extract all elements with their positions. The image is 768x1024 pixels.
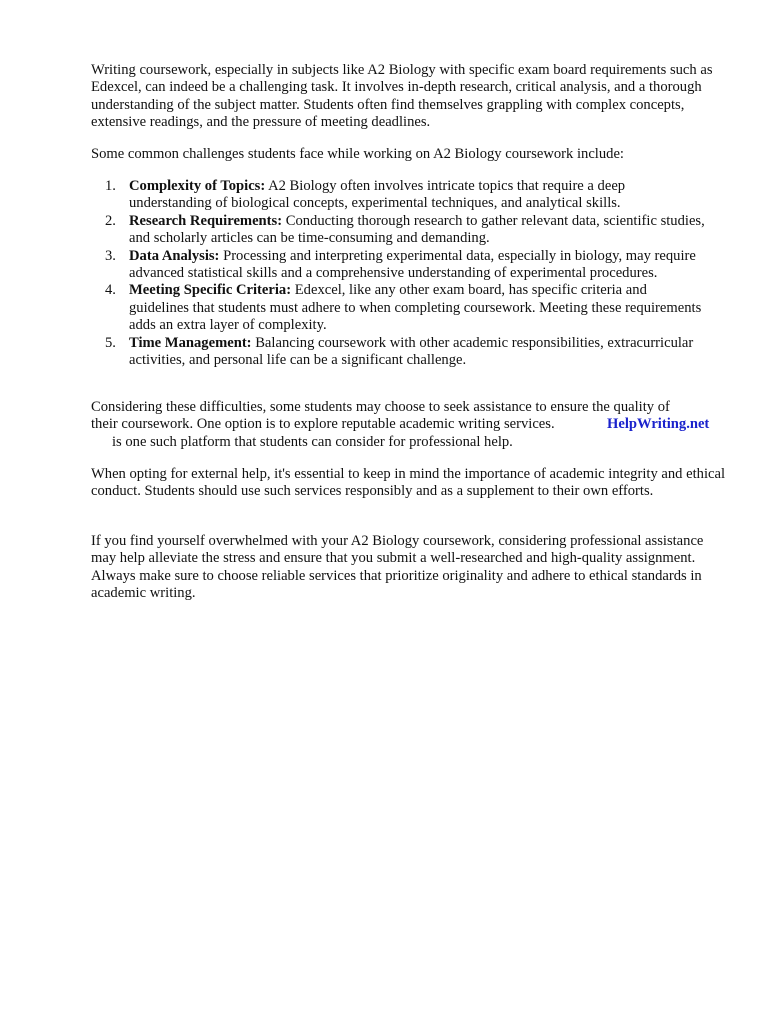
list-number: 3. xyxy=(105,247,116,264)
challenge-term: Research Requirements: xyxy=(129,212,283,229)
assistance-paragraph xyxy=(91,399,731,451)
challenge-item-data-analysis xyxy=(91,248,709,283)
challenges-list xyxy=(91,178,731,369)
challenges-intro-paragraph: Some common challenges students face while working on A2 Biology coursework include: xyxy=(91,146,624,162)
challenge-item-criteria xyxy=(91,282,709,334)
challenge-term: Time Management: xyxy=(129,334,252,351)
list-number: 4. xyxy=(105,282,116,299)
list-number: 1. xyxy=(105,178,116,194)
helpwriting-link[interactable]: HelpWriting.net xyxy=(607,416,710,433)
intro-paragraph: Writing coursework, especially in subjects like A2 Biology with specific exam board requirements such as Edexcel, can indeed be a challenging task. It involves in-depth research, critical analysis, and a thorough understanding of the subject matter. Students often find themselves grappling with complex concepts, extensive readings, and the pressure of meeting deadlines. xyxy=(91,62,713,131)
list-number: 5. xyxy=(105,334,116,351)
challenge-item-time-management xyxy=(91,335,709,370)
challenge-description: A2 Biology often involves intricate topics that require a deep understanding of biological concepts, experimental techniques, and analytical skills. xyxy=(129,178,626,212)
assistance-line: is one such platform that students can consider for professional help. xyxy=(112,433,513,450)
assistance-line: their coursework. One option is to explore reputable academic writing services. xyxy=(91,416,555,433)
challenge-term: Meeting Specific Criteria: xyxy=(129,282,292,299)
challenge-term: Complexity of Topics: xyxy=(129,178,266,194)
conclusion-paragraph: If you find yourself overwhelmed with your A2 Biology coursework, considering professional assistance may help alleviate the stress and ensure that you submit a well-researched and high-quality assignment. Always make sure to choose reliable services that prioritize originality and adhere to ethical standards in academic writing. xyxy=(91,533,704,602)
list-number: 2. xyxy=(105,212,116,229)
challenge-item-complexity xyxy=(91,178,709,213)
challenge-description: Conducting thorough research to gather relevant data, scientific studies, and scholarly articles can be time-consuming and demanding. xyxy=(129,212,705,247)
challenge-description: Balancing coursework with other academic responsibilities, extracurricular activities, and personal life can be a significant challenge. xyxy=(129,334,694,369)
assistance-line: Considering these difficulties, some students may choose to seek assistance to ensure the quality of xyxy=(91,399,670,415)
challenge-description: Processing and interpreting experimental data, especially in biology, may require advanced statistical skills and a comprehensive understanding of experimental procedures. xyxy=(129,247,696,282)
challenge-term: Data Analysis: xyxy=(129,247,220,264)
integrity-paragraph: When opting for external help, it's essential to keep in mind the importance of academic integrity and ethical conduct. Students should use such services responsibly and as a supplement to their own efforts. xyxy=(91,466,726,500)
challenge-item-research xyxy=(91,213,709,248)
challenge-description: Edexcel, like any other exam board, has specific criteria and guidelines that students must adhere to when completing coursework. Meeting these requirements adds an extra layer of complexity. xyxy=(129,282,702,334)
